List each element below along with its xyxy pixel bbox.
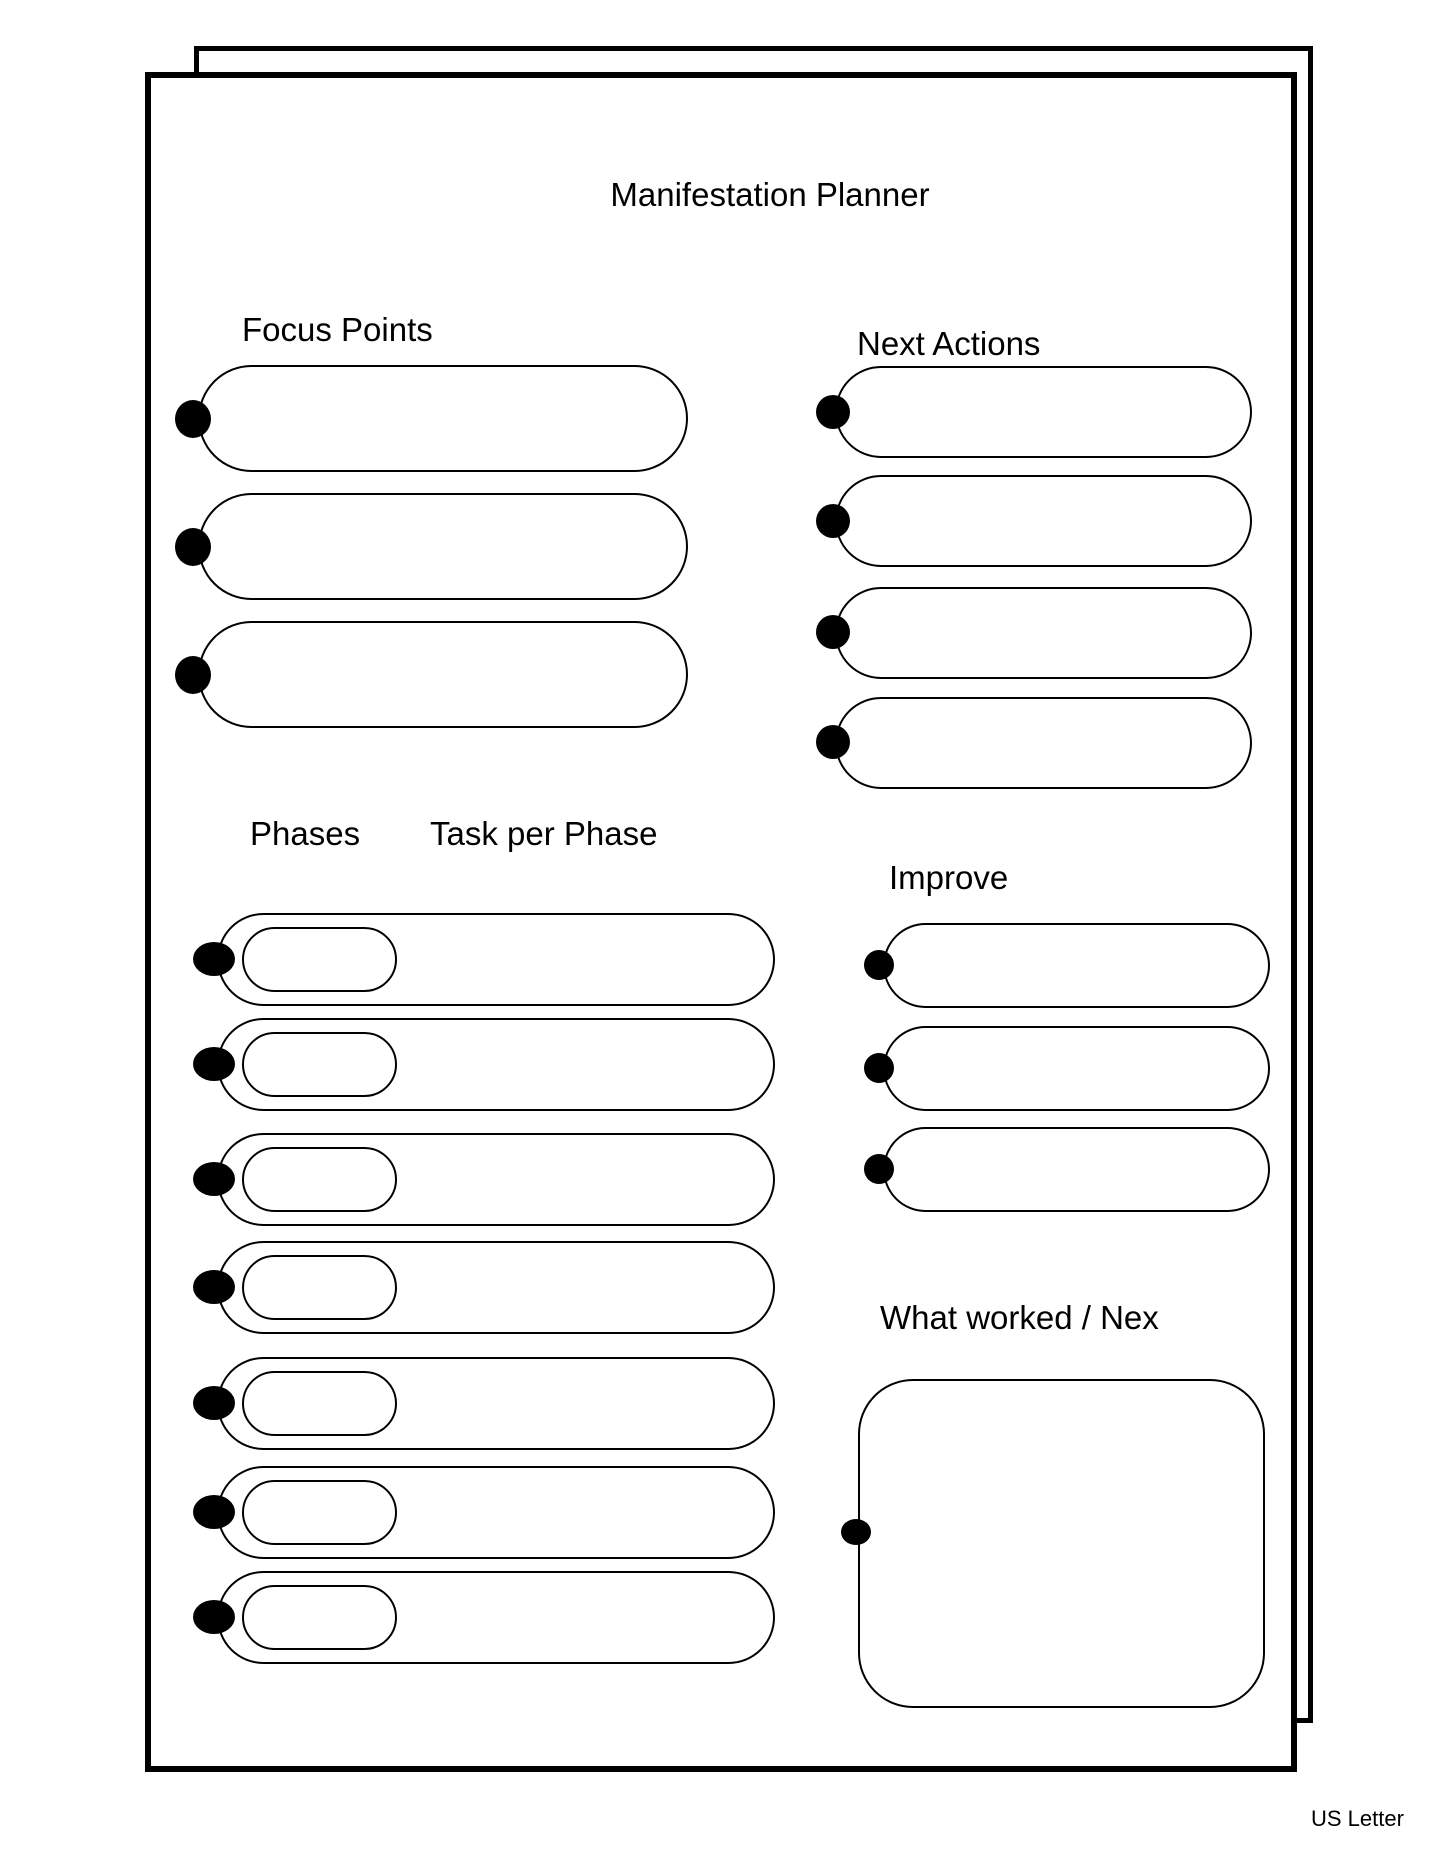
bullet-dot — [864, 950, 894, 980]
bullet-dot — [175, 400, 211, 438]
focus-point-field-3 — [198, 621, 688, 728]
improve-field-1 — [883, 923, 1270, 1008]
bullet-dot — [816, 725, 850, 759]
next-action-field-4 — [835, 697, 1252, 789]
bullet-dot — [816, 504, 850, 538]
bullet-dot — [175, 528, 211, 566]
bullet-dot — [175, 656, 211, 694]
page-title: Manifestation Planner — [610, 176, 930, 213]
focus-point-field-1 — [198, 365, 688, 472]
next-actions-heading: Next Actions — [857, 325, 1041, 362]
bullet-dot — [193, 942, 235, 976]
improve-field-3 — [883, 1127, 1270, 1212]
next-action-field-1 — [835, 366, 1252, 458]
phase-name-field-1 — [242, 927, 397, 992]
bullet-dot — [193, 1270, 235, 1304]
paper-size-label: US Letter — [1311, 1806, 1404, 1831]
next-action-field-3 — [835, 587, 1252, 679]
phase-name-field-6 — [242, 1480, 397, 1545]
phase-name-field-3 — [242, 1147, 397, 1212]
phases-heading: Phases — [250, 815, 361, 852]
next-action-field-2 — [835, 475, 1252, 567]
phase-name-field-7 — [242, 1585, 397, 1650]
bullet-dot — [193, 1162, 235, 1196]
improve-heading: Improve — [889, 859, 1009, 896]
phase-name-field-4 — [242, 1255, 397, 1320]
task-per-phase-heading: Task per Phase — [430, 815, 658, 852]
bullet-dot — [193, 1495, 235, 1529]
bullet-dot — [841, 1519, 871, 1545]
bullet-dot — [193, 1386, 235, 1420]
bullet-dot — [864, 1053, 894, 1083]
bullet-dot — [193, 1600, 235, 1634]
focus-points-heading: Focus Points — [242, 311, 433, 348]
bullet-dot — [193, 1047, 235, 1081]
focus-point-field-2 — [198, 493, 688, 600]
bullet-dot — [816, 615, 850, 649]
phase-name-field-2 — [242, 1032, 397, 1097]
improve-field-2 — [883, 1026, 1270, 1111]
what-worked-field — [858, 1379, 1265, 1708]
phase-name-field-5 — [242, 1371, 397, 1436]
bullet-dot — [816, 395, 850, 429]
bullet-dot — [864, 1154, 894, 1184]
what-worked-heading: What worked / Nex — [880, 1299, 1159, 1336]
